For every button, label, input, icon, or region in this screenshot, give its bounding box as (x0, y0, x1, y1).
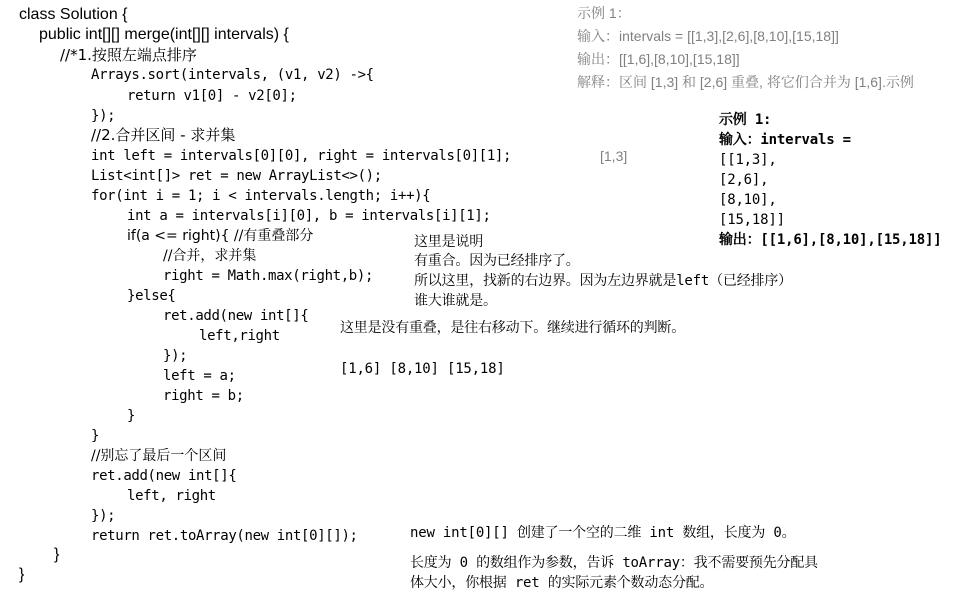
code-line-sort-close: }); (91, 108, 116, 124)
code-line-sort-return: return v1[0] - v2[0]; (127, 88, 297, 104)
note-toarray-line-3: 体大小，你根据 ret 的实际元素个数动态分配。 (410, 575, 714, 591)
code-line-final-add-close: }); (91, 508, 116, 524)
code-comment-last-interval: //别忘了最后一个区间 (91, 448, 227, 464)
code-line-assign-right: right = b; (163, 388, 244, 404)
note-overlap-line-4: 谁大谁就是。 (414, 293, 497, 309)
code-line-final-add-open: ret.add(new int[]{ (91, 468, 237, 484)
code-line-close-method: } (54, 546, 60, 563)
code-comment-merge: //2.合并区间 - 求并集 (91, 126, 236, 144)
code-line-for-loop: for(int i = 1; i < intervals.length; i++){ (91, 188, 431, 204)
code-line-init-ret: List<int[]> ret = new ArrayList<>(); (91, 168, 382, 184)
code-line-assign-left: left = a; (163, 368, 236, 384)
code-line-read-ab: int a = intervals[i][0], b = intervals[i][1]; (127, 208, 491, 224)
code-line-close-class: } (19, 566, 25, 583)
code-comment-sort: //*1.按照左端点排序 (60, 46, 197, 64)
code-line-init-left-right: int left = intervals[0][0], right = intervals[0][1]; (91, 148, 512, 164)
note-toarray-line-1: new int[0][] 创建了一个空的二维 int 数组，长度为 0。 (410, 525, 796, 541)
example-gray-input: 输入：intervals = [[1,3],[2,6],[8,10],[15,18]] (577, 28, 839, 44)
code-line-class-decl: class Solution { (19, 6, 128, 23)
example-heading: 示例 1: (719, 112, 772, 128)
code-line-if-overlap: if(a <= right){ //有重叠部分 (127, 228, 314, 244)
code-line-close-for: } (91, 428, 100, 444)
example-input-row: [[1,3], (719, 152, 777, 168)
example-gray-heading: 示例 1： (577, 5, 631, 21)
code-line-final-add-args: left, right (127, 488, 216, 504)
example-gray-explanation: 解释：区间 [1,3] 和 [2,6] 重叠, 将它们合并为 [1,6].示例 (577, 74, 914, 90)
note-overlap-line-2: 有重合。因为已经排序了。 (414, 253, 580, 269)
code-line-ret-add-open: ret.add(new int[]{ (163, 308, 309, 324)
note-merged-result: [1,6] [8,10] [15,18] (340, 361, 505, 377)
note-overlap-line-3: 所以这里，找新的右边界。因为左边界就是left（已经排序） (414, 273, 792, 289)
example-input-row: [15,18]] (719, 212, 785, 228)
note-overlap-line-1: 这里是说明 (414, 234, 483, 250)
code-line-method-decl: public int[][] merge(int[][] intervals) { (39, 26, 289, 43)
code-line-else-open: }else{ (127, 288, 176, 304)
example-input-label: 输入：intervals = (719, 132, 851, 148)
code-line-update-right: right = Math.max(right,b); (163, 268, 374, 284)
code-line-ret-add-close: }); (163, 348, 188, 364)
example-input-row: [8,10], (719, 192, 777, 208)
code-line-close-else: } (127, 408, 136, 424)
code-line-ret-add-args: left,right (199, 328, 280, 344)
code-line-sort-open: Arrays.sort(intervals, (v1, v2) ->{ (91, 67, 374, 83)
code-comment-union: //合并，求并集 (163, 248, 257, 264)
code-line-return: return ret.toArray(new int[0][]); (91, 528, 358, 544)
note-no-overlap: 这里是没有重叠，是往右移动下。继续进行循环的判断。 (340, 320, 685, 336)
inline-hint-first-interval: [1,3] (600, 148, 628, 164)
example-gray-output: 输出：[[1,6],[8,10],[15,18]] (577, 51, 740, 67)
example-input-row: [2,6], (719, 172, 769, 188)
note-toarray-line-2: 长度为 0 的数组作为参数，告诉 toArray：我不需要预先分配具 (410, 555, 818, 571)
example-output: 输出：[[1,6],[8,10],[15,18]] (719, 232, 942, 248)
